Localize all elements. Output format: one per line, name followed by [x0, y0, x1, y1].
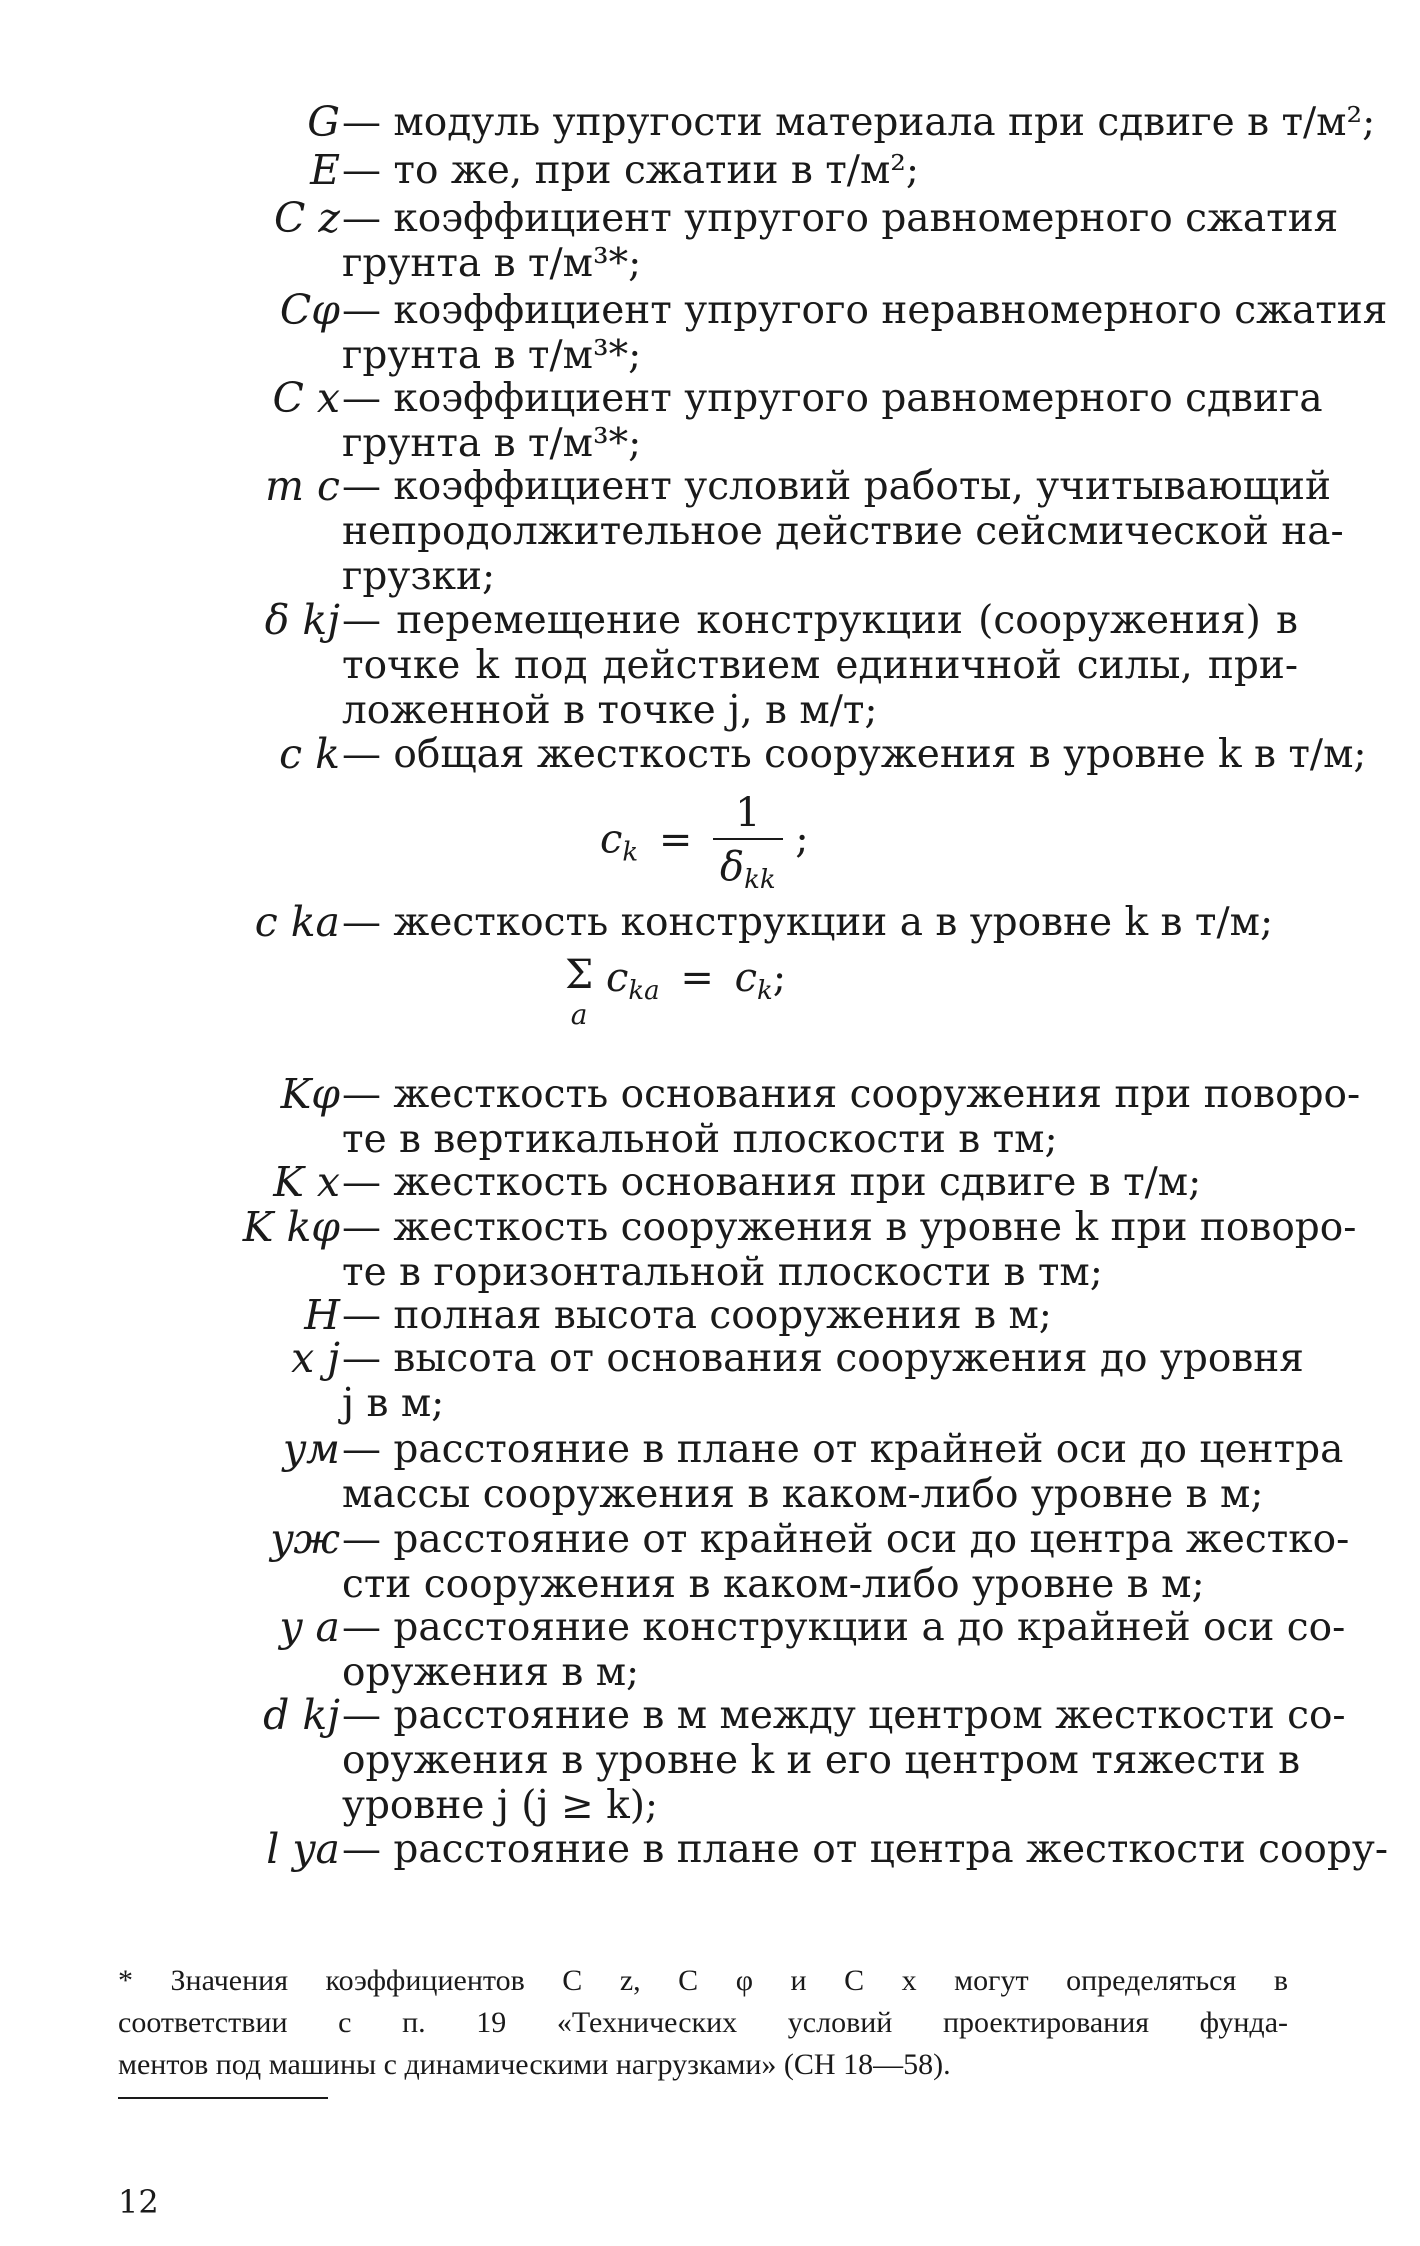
definition-text: — жесткость сооружения в уровне k при поворо- те в горизонтальной плоскости в тм; [342, 1205, 1357, 1295]
definition-text: — коэффициент упругого равномерного сжатия грунта в т/м³*; [342, 196, 1339, 286]
symbol: c ka [254, 898, 340, 946]
definition-text: — жесткость основания сооружения при поворо- те в вертикальной плоскости в тм; [342, 1072, 1361, 1162]
definition-text: — то же, при сжатии в т/м²; [342, 148, 920, 193]
symbol: K x [273, 1158, 340, 1206]
symbol: c k [279, 730, 340, 778]
definition-text: — жесткость конструкции a в уровне k в т/м; [342, 900, 1274, 945]
symbol: C z [273, 194, 340, 242]
symbol: Cφ [279, 286, 340, 334]
formula-sum: Σ a $c_{ka} = c_k$; [565, 952, 787, 1031]
symbol: H [304, 1291, 340, 1339]
definition-text: — коэффициент условий работы, учитывающий непродолжительное действие сейсмической на- грузки; [342, 464, 1344, 599]
symbol: x j [291, 1334, 340, 1382]
symbol: E [310, 146, 340, 194]
definition-text: — расстояние в м между центром жесткости со- оружения в уровне k и его центром тяжести в уровне j (j ≥ k); [342, 1693, 1346, 1828]
footnote: * Значения коэффициентов C z, C φ и C x могут определяться в соответствии с п. 19 «Технических условий проектирования фунда- ментов под машины с динамическими нагрузками» (СН 18—58). [118, 1964, 1288, 2081]
footnote-divider [118, 2097, 328, 2099]
symbol: C x [272, 374, 340, 422]
page-number: 12 [118, 2183, 159, 2221]
definition-text: — общая жесткость сооружения в уровне k в т/м; [342, 732, 1367, 777]
definition-text: — расстояние конструкции a до крайней оси со- оружения в м; [342, 1605, 1346, 1695]
formula-ck: $c_k$ = $\frac{1}{\delta_{kk}}$ ; [600, 790, 809, 895]
symbol: δ kj [264, 596, 340, 644]
definition-text: — полная высота сооружения в м; [342, 1293, 1052, 1338]
definition-text: — жесткость основания при сдвиге в т/м; [342, 1160, 1202, 1205]
symbol: m c [265, 462, 340, 510]
symbol: Kφ [280, 1070, 340, 1118]
definition-text: — коэффициент упругого равномерного сдвига грунта в т/м³*; [342, 376, 1323, 466]
definition-text: — модуль упругости материала при сдвиге в т/м²; [342, 100, 1376, 145]
symbol: y a [279, 1603, 340, 1651]
definition-text: — расстояние от крайней оси до центра жестко- сти сооружения в каком-либо уровне в м; [342, 1517, 1350, 1607]
definition-text: — расстояние в плане от центра жесткости соору- [342, 1827, 1388, 1872]
definition-text: — высота от основания сооружения до уровня j в м; [342, 1336, 1304, 1426]
definition-text: — коэффициент упругого неравномерного сжатия грунта в т/м³*; [342, 288, 1388, 378]
fraction: $\frac{1}{\delta_{kk}}$ [713, 790, 782, 895]
definition-text: — перемещение конструкции (сооружения) в точке k под действием единичной силы, при- ложенной в точке j, в м/т; [342, 598, 1298, 733]
symbol: G [307, 98, 340, 146]
symbol: K kφ [242, 1203, 340, 1251]
symbol: l ya [266, 1825, 340, 1873]
symbol: yж [270, 1515, 340, 1563]
symbol: d kj [263, 1691, 340, 1739]
definition-text: — расстояние в плане от крайней оси до центра массы сооружения в каком-либо уровне в м; [342, 1427, 1344, 1517]
symbol: yм [282, 1425, 340, 1473]
